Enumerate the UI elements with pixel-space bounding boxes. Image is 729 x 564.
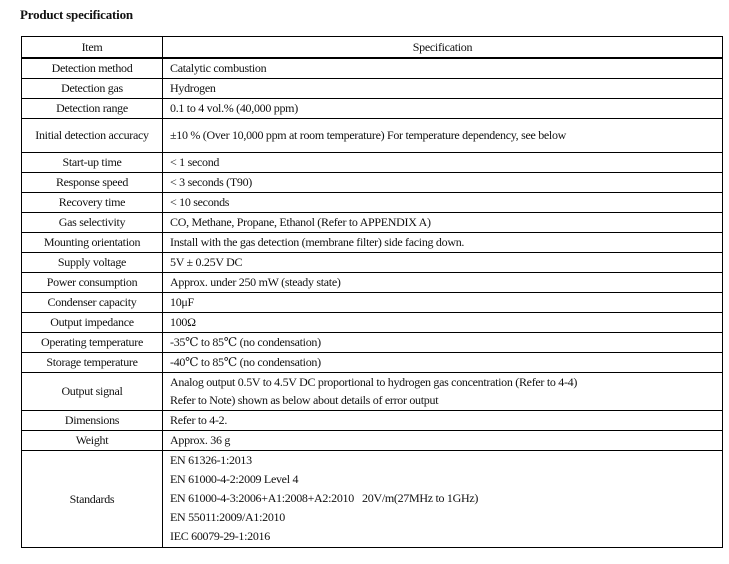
spec-value: Approx. 36 g: [163, 430, 723, 450]
table-row: [22, 312, 723, 332]
spec-value: Catalytic combustion: [163, 58, 723, 78]
item-label: Gas selectivity: [22, 212, 163, 232]
spec-value: [163, 450, 723, 547]
spec-line: IEC 60079-29-1:2016: [170, 529, 270, 543]
table-row: [22, 78, 723, 98]
item-column-header: Item: [22, 37, 163, 59]
item-label: Response speed: [22, 172, 163, 192]
item-label: Detection range: [22, 98, 163, 118]
item-label: Supply voltage: [22, 252, 163, 272]
table-row: [22, 192, 723, 212]
table-row: [22, 292, 723, 312]
item-label: Recovery time: [22, 192, 163, 212]
specification-table: [21, 36, 723, 548]
table-row: [22, 352, 723, 372]
spec-value: Install with the gas detection (membrane filter) side facing down.: [163, 232, 723, 252]
item-label: Dimensions: [22, 410, 163, 430]
spec-value: < 1 second: [163, 152, 723, 172]
spec-value: 5V ± 0.25V DC: [163, 252, 723, 272]
table-row: [22, 430, 723, 450]
spec-value: 10μF: [163, 292, 723, 312]
table-row: [22, 272, 723, 292]
spec-value: [163, 372, 723, 410]
spec-line: EN 55011:2009/A1:2010: [170, 510, 285, 524]
table-row: [22, 410, 723, 430]
table-row: [22, 98, 723, 118]
spec-line: EN 61000-4-3:2006+A1:2008+A2:2010 20V/m(27MHz to 1GHz): [170, 491, 479, 505]
specification-column-header: Specification: [163, 37, 723, 59]
table-row: [22, 372, 723, 410]
spec-line: Refer to Note) shown as below about details of error output: [170, 393, 439, 407]
spec-value: Hydrogen: [163, 78, 723, 98]
item-label: Condenser capacity: [22, 292, 163, 312]
table-row: [22, 58, 723, 78]
spec-value: Approx. under 250 mW (steady state): [163, 272, 723, 292]
item-label: Standards: [22, 450, 163, 547]
spec-line: Analog output 0.5V to 4.5V DC proportional to hydrogen gas concentration (Refer to 4-4): [170, 375, 578, 389]
spec-value: Refer to 4-2.: [163, 410, 723, 430]
table-row: [22, 450, 723, 547]
table-row: [22, 152, 723, 172]
table-header-row: [22, 37, 723, 59]
table-row: [22, 252, 723, 272]
item-label: Detection gas: [22, 78, 163, 98]
item-label: Output impedance: [22, 312, 163, 332]
item-label: Detection method: [22, 58, 163, 78]
item-label: Storage temperature: [22, 352, 163, 372]
spec-value: 0.1 to 4 vol.% (40,000 ppm): [163, 98, 723, 118]
item-label: Initial detection accuracy: [22, 118, 163, 152]
spec-line: EN 61326-1:2013: [170, 453, 252, 467]
spec-value: -40℃ to 85℃ (no condensation): [163, 352, 723, 372]
spec-value: < 10 seconds: [163, 192, 723, 212]
table-row: [22, 212, 723, 232]
spec-value: -35℃ to 85℃ (no condensation): [163, 332, 723, 352]
document-title: Product specification: [20, 7, 133, 22]
spec-value: 100Ω: [163, 312, 723, 332]
table-row: [22, 118, 723, 152]
spec-value: < 3 seconds (T90): [163, 172, 723, 192]
spec-line: EN 61000-4-2:2009 Level 4: [170, 472, 299, 486]
table-row: [22, 332, 723, 352]
table-row: [22, 232, 723, 252]
spec-value: CO, Methane, Propane, Ethanol (Refer to APPENDIX A): [163, 212, 723, 232]
item-label: Mounting orientation: [22, 232, 163, 252]
table-row: [22, 172, 723, 192]
spec-value: ±10 % (Over 10,000 ppm at room temperature) For temperature dependency, see below: [163, 118, 723, 152]
item-label: Operating temperature: [22, 332, 163, 352]
item-label: Start-up time: [22, 152, 163, 172]
item-label: Power consumption: [22, 272, 163, 292]
item-label: Weight: [22, 430, 163, 450]
item-label: Output signal: [22, 372, 163, 410]
